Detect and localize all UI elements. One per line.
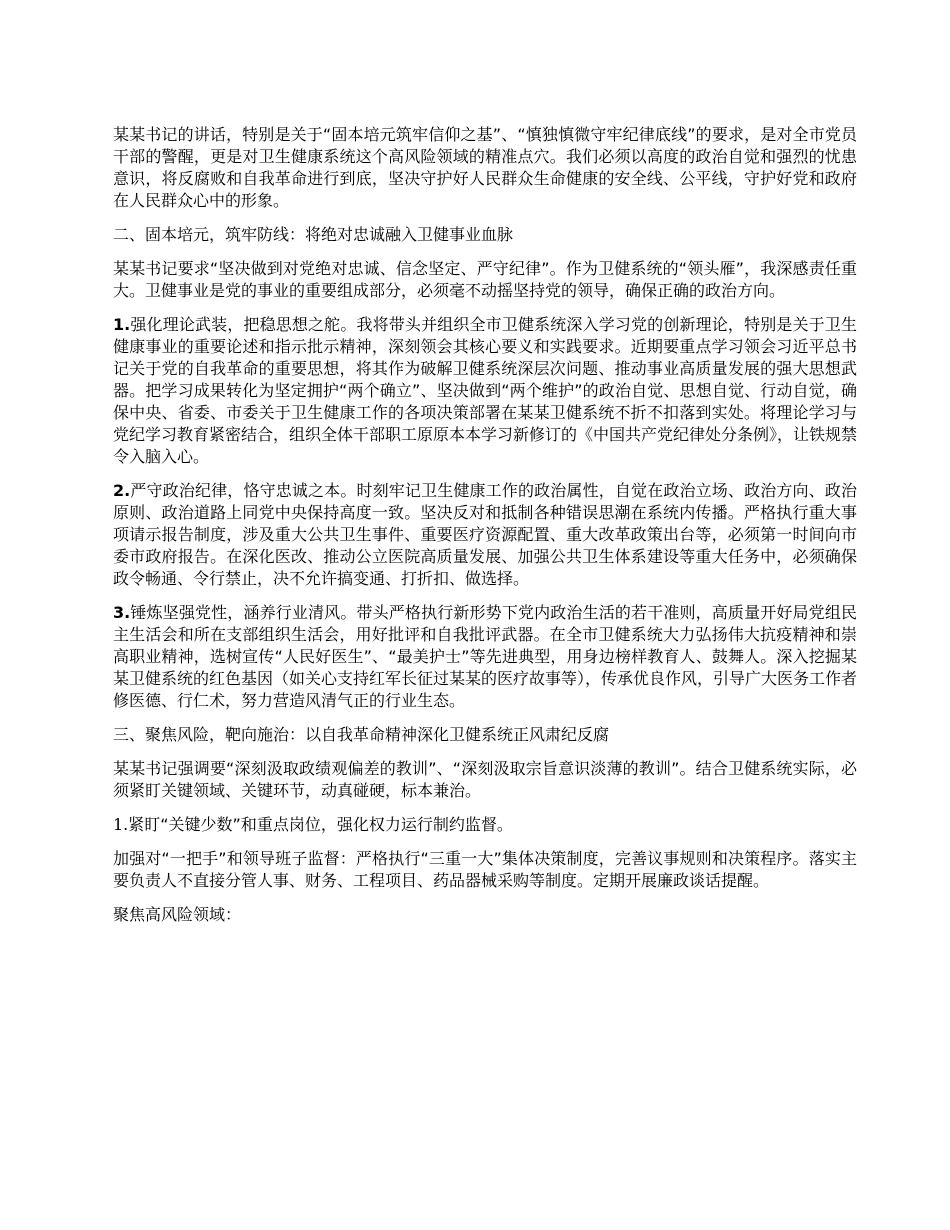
document-page (113, 124, 857, 938)
point-1-paragraph (113, 314, 857, 468)
point-text: 紧盯“关键少数”和重点岗位，强化权力运行制约监督。 (128, 815, 513, 834)
point-3-paragraph (113, 602, 857, 712)
point-text: 严守政治纪律，恪守忠诚之本。时刻牢记卫生健康工作的政治属性，自觉在政治立场、政治方向、政治原则、政治道路上同党中央保持高度一致。坚决反对和抵制各种错误思潮在系统内传播。严格执行重大事项请示报告制度，涉及重大公共卫生事件、重要医疗资源配置、重大改革政策出台等，必须第一时间向市委市政府报告。在深化医改、推动公立医院高质量发展、加强公共卫生体系建设等重大任务中，必须确保政令畅通、令行禁止，决不允许搞变通、打折扣、做选择。 (113, 481, 857, 588)
intro-paragraph: 某某书记的讲话，特别是关于“固本培元筑牢信仰之基”、“慎独慎微守牢纪律底线”的要求，是对全市党员干部的警醒，更是对卫生健康系统这个高风险领域的精准点穴。我们必须以高度的政治自觉和强烈的忧患意识，将反腐败和自我革命进行到底，坚决守护好人民群众生命健康的安全线、公平线，守护好党和政府在人民群众心中的形象。 (113, 125, 857, 210)
point-2-paragraph (113, 480, 857, 590)
point-number: 3. (113, 603, 131, 622)
section-heading-2: 二、固本培元，筑牢防线：将绝对忠诚融入卫健事业血脉 (113, 225, 514, 244)
point-text: 强化理论武装，把稳思想之舵。我将带头并组织全市卫健系统深入学习党的创新理论，特别是关于卫生健康事业的重要论述和指示批示精神，深刻领会其核心要义和实践要求。近期要重点学习领会习近平总书记关于党的自我革命的重要思想，将其作为破解卫健系统深层次问题、推动事业高质量发展的强大思想武器。把学习成果转化为坚定拥护“两个确立”、坚决做到“两个维护”的政治自觉、思想自觉、行动自觉，确保中央、省委、市委关于卫生健康工作的各项决策部署在某某卫健系统不折不扣落到实处。将理论学习与党纪学习教育紧密结合，组织全体干部职工原原本本学习新修订的《中国共产党纪律处分条例》，让铁规禁令入脑入心。 (113, 315, 858, 466)
section-2-intro-paragraph: 某某书记要求“坚决做到对党绝对忠诚、信念坚定、严守纪律”。作为卫健系统的“领头雁”，我深感责任重大。卫健事业是党的事业的重要组成部分，必须毫不动摇坚持党的领导，确保正确的政治方向。 (113, 259, 857, 300)
leadership-supervision-paragraph: 加强对“一把手”和领导班子监督：严格执行“三重一大”集体决策制度，完善议事规则和决策程序。落实主要负责人不直接分管人事、财务、工程项目、药品器械采购等制度。定期开展廉政谈话提醒。 (113, 849, 857, 890)
section-heading-3: 三、聚焦风险，靶向施治：以自我革命精神深化卫健系统正风肃纪反腐 (113, 725, 610, 744)
high-risk-areas-paragraph: 聚焦高风险领域： (113, 905, 242, 924)
sub-point-1-paragraph (113, 814, 857, 836)
point-number: 1. (113, 315, 131, 334)
section-3-intro-paragraph: 某某书记强调要“深刻汲取政绩观偏差的教训”、“深刻汲取宗旨意识淡薄的教训”。结合卫健系统实际，必须紧盯关键领域、关键环节，动真碰硬，标本兼治。 (113, 759, 857, 800)
point-number: 1. (113, 815, 129, 834)
point-number: 2. (113, 481, 131, 500)
point-text: 锤炼坚强党性，涵养行业清风。带头严格执行新形势下党内政治生活的若干准则，高质量开好局党组民主生活会和所在支部组织生活会，用好批评和自我批评武器。在全市卫健系统大力弘扬伟大抗疫精神和崇高职业精神，选树宣传“人民好医生”、“最美护士”等先进典型，用身边榜样教育人、鼓舞人。深入挖掘某某卫健系统的红色基因（如关心支持红军长征过某某的医疗故事等），传承优良作风，引导广大医务工作者修医德、行仁术，努力营造风清气正的行业生态。 (113, 603, 858, 710)
